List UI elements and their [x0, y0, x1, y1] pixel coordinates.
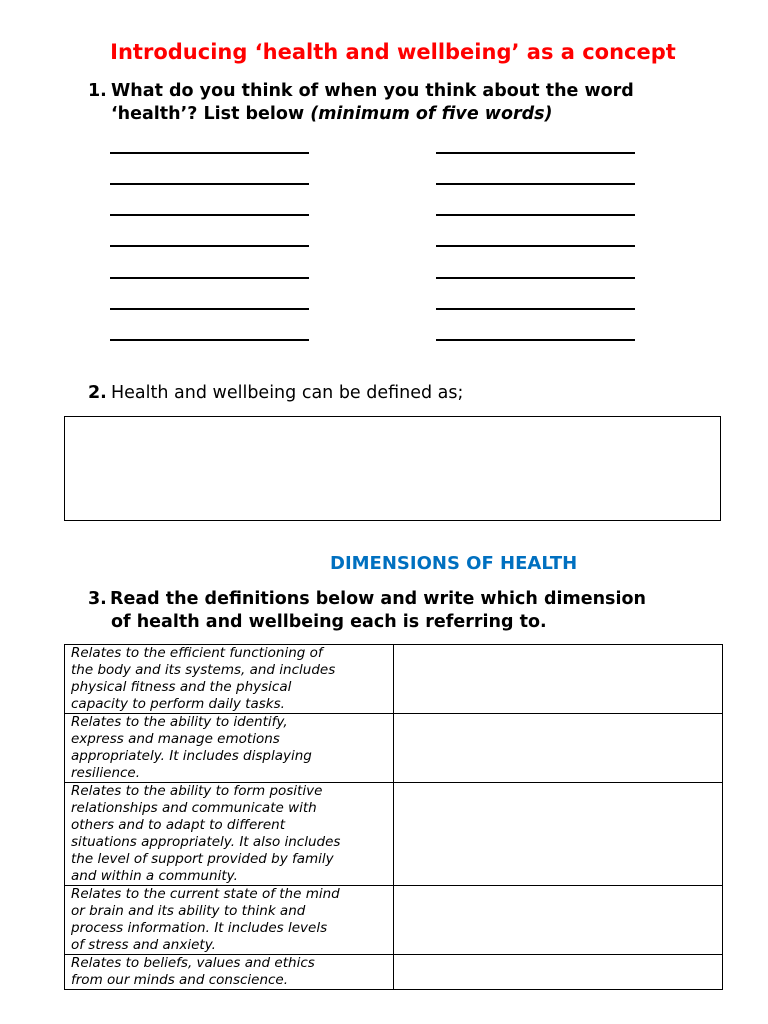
answer-blank-line[interactable]: [436, 183, 635, 185]
question-1: [88, 80, 728, 130]
table-row: [65, 783, 723, 886]
section-heading: DIMENSIONS OF HEALTH: [330, 553, 578, 574]
definition-cell: [65, 955, 394, 990]
definition-line: or brain and its ability to think and: [71, 903, 306, 919]
question-3-line-1: Read the definitions below and write which dimension: [110, 589, 646, 609]
definition-line: Relates to the ability to identify,: [71, 714, 288, 730]
definition-cell: [65, 714, 394, 783]
definition-line: and within a community.: [71, 868, 238, 884]
definition-line: Relates to the efficient functioning of: [71, 645, 323, 661]
answer-blank-line[interactable]: [110, 277, 309, 279]
definition-line: the level of support provided by family: [71, 851, 334, 867]
question-2-number: 2.: [88, 383, 107, 403]
dimension-answer-cell[interactable]: [394, 886, 723, 955]
question-2: [88, 382, 728, 408]
question-3: [88, 588, 728, 638]
page-title: Introducing ‘health and wellbeing’ as a concept: [110, 40, 676, 64]
dimensions-table: [64, 644, 723, 990]
definition-line: resilience.: [71, 765, 141, 781]
definition-line: express and manage emotions: [71, 731, 280, 747]
question-3-number: 3.: [88, 589, 107, 609]
answer-blank-line[interactable]: [110, 339, 309, 341]
question-1-line-2-italic: (minimum of five words): [310, 104, 553, 124]
dimension-answer-cell[interactable]: [394, 955, 723, 990]
definition-answer-box[interactable]: [64, 416, 721, 521]
dimension-answer-cell[interactable]: [394, 783, 723, 886]
answer-blank-line[interactable]: [436, 214, 635, 216]
answer-blank-line[interactable]: [110, 152, 309, 154]
table-row: [65, 955, 723, 990]
table-row: [65, 714, 723, 783]
answer-blank-line[interactable]: [436, 308, 635, 310]
question-1-number: 1.: [88, 81, 107, 101]
question-1-line-2: [111, 103, 553, 126]
question-3-line-2: of health and wellbeing each is referring to.: [111, 612, 547, 632]
answer-blank-line[interactable]: [110, 183, 309, 185]
definition-line: from our minds and conscience.: [71, 972, 289, 988]
answer-blank-line[interactable]: [436, 245, 635, 247]
definition-line: Relates to the current state of the mind: [71, 886, 340, 902]
definition-line: physical fitness and the physical: [71, 679, 292, 695]
definition-line: Relates to beliefs, values and ethics: [71, 955, 315, 971]
question-1-line-2-main: ‘health’? List below: [111, 104, 311, 124]
answer-blank-line[interactable]: [436, 277, 635, 279]
definition-line: of stress and anxiety.: [71, 937, 216, 953]
definition-line: Relates to the ability to form positive: [71, 783, 323, 799]
definition-line: relationships and communicate with: [71, 800, 317, 816]
answer-blank-line[interactable]: [110, 245, 309, 247]
definition-line: others and to adapt to different: [71, 817, 286, 833]
question-2-text: Health and wellbeing can be defined as;: [111, 383, 464, 403]
table-row: [65, 645, 723, 714]
definition-line: process information. It includes levels: [71, 920, 328, 936]
definition-line: capacity to perform daily tasks.: [71, 696, 285, 712]
table-row: [65, 886, 723, 955]
definition-line: situations appropriately. It also includes: [71, 834, 341, 850]
definition-line: appropriately. It includes displaying: [71, 748, 312, 764]
definition-cell: [65, 645, 394, 714]
definition-cell: [65, 783, 394, 886]
dimension-answer-cell[interactable]: [394, 714, 723, 783]
answer-blank-line[interactable]: [110, 214, 309, 216]
question-1-line-1: What do you think of when you think about the word: [111, 81, 634, 101]
answer-blank-line[interactable]: [110, 308, 309, 310]
definition-cell: [65, 886, 394, 955]
answer-blank-line[interactable]: [436, 152, 635, 154]
answer-blank-line[interactable]: [436, 339, 635, 341]
definition-line: the body and its systems, and includes: [71, 662, 336, 678]
dimension-answer-cell[interactable]: [394, 645, 723, 714]
